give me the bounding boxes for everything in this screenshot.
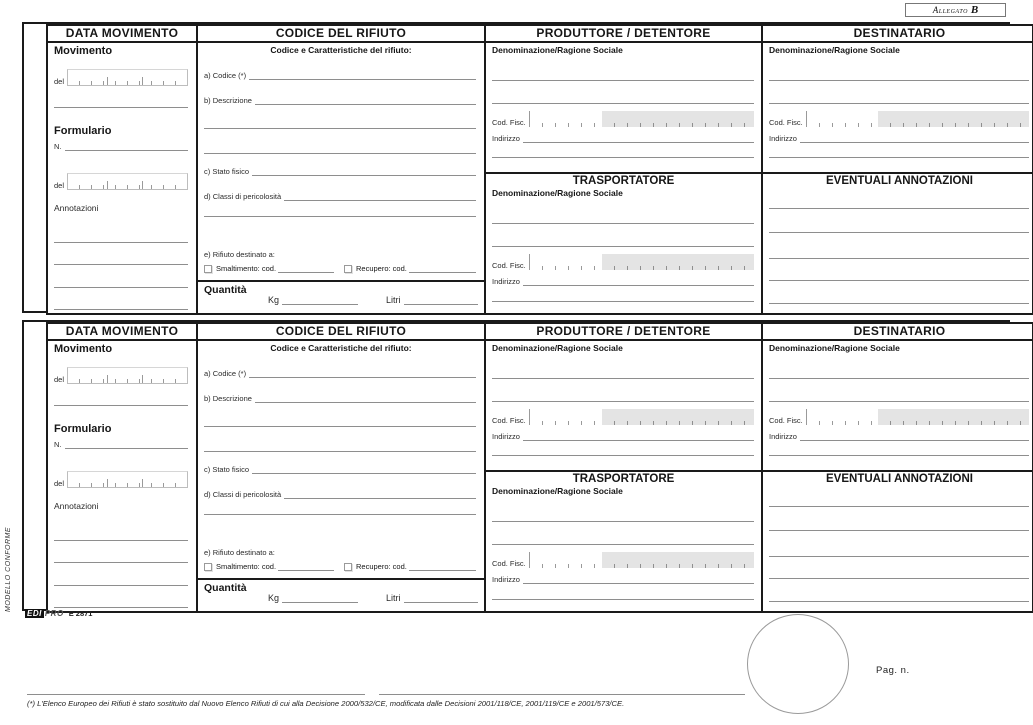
codice-c-input[interactable]: [252, 167, 476, 176]
quantita-label: Quantità: [204, 582, 247, 594]
destinatario-denominazione-line[interactable]: [769, 401, 1029, 402]
formulario-label: Formulario: [54, 423, 112, 435]
destinatario-indirizzo-input[interactable]: [800, 432, 1029, 441]
annotazioni-box: [763, 174, 1033, 311]
formulario-date-input[interactable]: [67, 173, 188, 190]
movimento-extra-line[interactable]: [54, 107, 188, 108]
column-header-data-movimento: DATA MOVIMENTO: [48, 26, 196, 43]
litri-label: Litri: [386, 593, 401, 603]
trasportatore-denominazione-line[interactable]: [492, 521, 754, 522]
destinatario-codfisc-row: [769, 409, 1029, 425]
annotazioni-line[interactable]: [54, 287, 188, 288]
column-data-movimento: [48, 26, 198, 313]
column-header-destinatario: DESTINATARIO: [763, 26, 1033, 43]
annotazioni-write-line[interactable]: [769, 506, 1029, 507]
produttore-denominazione-line[interactable]: [492, 378, 754, 379]
codice-subtitle: Codice e Caratteristiche del rifiuto:: [270, 45, 412, 55]
publisher-logo: [25, 609, 92, 618]
quantita-label: Quantità: [204, 284, 247, 296]
produttore-codfisc-input[interactable]: [529, 409, 754, 425]
produttore-indirizzo-label: Indirizzo: [492, 432, 520, 441]
trasportatore-title: TRASPORTATORE: [572, 175, 675, 187]
column-data-movimento: [48, 324, 198, 611]
litri-input[interactable]: [404, 296, 478, 305]
trasportatore-codfisc-label: Cod. Fisc.: [492, 261, 526, 270]
descrizione-extra-line[interactable]: [204, 426, 476, 427]
codice-a-input[interactable]: [249, 71, 476, 80]
litri-input[interactable]: [404, 594, 478, 603]
codice-b-label: b) Descrizione: [204, 394, 252, 403]
brand-model-code: E 2871: [68, 609, 93, 618]
produttore-denominazione-label: Denominazione/Ragione Sociale: [492, 343, 623, 353]
codice-a-label: a) Codice (*): [204, 71, 247, 80]
produttore-indirizzo-field: [492, 432, 754, 441]
codice-field-b: [204, 96, 476, 105]
produttore-indirizzo-input[interactable]: [523, 432, 754, 441]
codice-field-d: [204, 490, 476, 499]
column-codice-rifiuto: [198, 26, 486, 313]
pericolosita-extra-line[interactable]: [204, 514, 476, 515]
produttore-codfisc-row: [492, 111, 754, 127]
formulario-del-label: del: [54, 181, 65, 190]
column-codice-rifiuto: [198, 324, 486, 611]
column-header-destinatario: DESTINATARIO: [763, 324, 1033, 341]
trasportatore-codfisc-input[interactable]: [529, 552, 754, 568]
recupero-checkbox[interactable]: [344, 563, 352, 571]
destinatario-box: [763, 43, 1033, 174]
recupero-label: Recupero: cod.: [356, 264, 407, 273]
formulario-number-input[interactable]: [65, 440, 189, 449]
codice-b-input[interactable]: [255, 96, 476, 105]
annotazioni-write-line[interactable]: [769, 232, 1029, 233]
column-header-codice-rifiuto: CODICE DEL RIFIUTO: [198, 324, 484, 341]
codice-field-a: [204, 71, 476, 80]
annotazioni-line[interactable]: [54, 585, 188, 586]
recupero-label: Recupero: cod.: [356, 562, 407, 571]
trasportatore-denominazione-line[interactable]: [492, 223, 754, 224]
kg-label: Kg: [268, 295, 280, 305]
movimento-label: Movimento: [54, 45, 113, 57]
trasportatore-indirizzo-extra-line[interactable]: [492, 599, 754, 600]
destinatario-codfisc-input[interactable]: [806, 409, 1029, 425]
codice-a-label: a) Codice (*): [204, 369, 247, 378]
destinatario-codfisc-label: Cod. Fisc.: [769, 416, 803, 425]
column-header-data-movimento: DATA MOVIMENTO: [48, 324, 196, 341]
formulario-number-field: [54, 142, 188, 151]
annotazioni-write-line[interactable]: [769, 303, 1029, 304]
destinatario-denominazione-label: Denominazione/Ragione Sociale: [769, 45, 900, 55]
codice-subtitle: Codice e Caratteristiche del rifiuto:: [270, 343, 412, 353]
annotazioni-line[interactable]: [54, 540, 188, 541]
recupero-option: [344, 562, 476, 571]
formulario-number-field: [54, 440, 188, 449]
column-header-produttore: PRODUTTORE / DETENTORE: [486, 26, 761, 43]
destinatario-codfisc-input[interactable]: [806, 111, 1029, 127]
destinatario-codfisc-label: Cod. Fisc.: [769, 118, 803, 127]
movimento-date-input[interactable]: [67, 367, 188, 384]
movimento-date-row: [54, 367, 188, 384]
produttore-indirizzo-input[interactable]: [523, 134, 754, 143]
smaltimento-option: [204, 264, 334, 273]
quantita-kg-field: [268, 295, 358, 305]
destinatario-denominazione-line[interactable]: [769, 378, 1029, 379]
codice-c-input[interactable]: [252, 465, 476, 474]
eventuali-annotazioni-title: EVENTUALI ANNOTAZIONI: [826, 473, 973, 485]
column-produttore: [486, 26, 763, 313]
smaltimento-cod-input[interactable]: [278, 563, 334, 571]
produttore-codfisc-input[interactable]: [529, 111, 754, 127]
smaltimento-checkbox[interactable]: [204, 563, 212, 571]
codice-d-input[interactable]: [284, 192, 476, 201]
waste-register-form-section: [46, 322, 1033, 613]
annotazioni-label: Annotazioni: [54, 501, 99, 511]
recupero-cod-input[interactable]: [409, 563, 476, 571]
annotazioni-write-line[interactable]: [769, 280, 1029, 281]
formulario-date-input[interactable]: [67, 471, 188, 488]
destinatario-indirizzo-extra-line[interactable]: [769, 455, 1029, 456]
smaltimento-label: Smaltimento: cod.: [216, 264, 277, 273]
codice-field-d: [204, 192, 476, 201]
brand-edi: EDI: [27, 609, 42, 618]
smaltimento-option: [204, 562, 334, 571]
trasportatore-codfisc-row: [492, 552, 754, 568]
codice-field-c: [204, 465, 476, 474]
produttore-box: [486, 341, 761, 472]
annotazioni-line[interactable]: [54, 309, 188, 310]
annotazioni-write-line[interactable]: [769, 601, 1029, 602]
allegato-b-badge: [905, 3, 1006, 17]
destinatario-indirizzo-input[interactable]: [800, 134, 1029, 143]
trasportatore-indirizzo-field: [492, 277, 754, 286]
destinatario-indirizzo-extra-line[interactable]: [769, 157, 1029, 158]
footnote-text: (*) L'Elenco Europeo dei Rifiuti è stato sostituito dal Nuovo Elenco Rifiuti di cui alla Decisione 2000/532/CE, modificata dalle Decisioni 2001/118/CE, 2001/119/CE e 2001/573/CE.: [27, 699, 625, 708]
modello-conforme-note: MODELLO CONFORME: [5, 526, 12, 612]
trasportatore-denominazione-line[interactable]: [492, 246, 754, 247]
kg-label: Kg: [268, 593, 280, 603]
codice-e-label: e) Rifiuto destinato a:: [204, 250, 275, 259]
allegato-word: Allegato: [932, 5, 968, 15]
kg-input[interactable]: [282, 296, 358, 305]
codice-c-label: c) Stato fisico: [204, 465, 250, 474]
codice-field-b: [204, 394, 476, 403]
smaltimento-label: Smaltimento: cod.: [216, 562, 277, 571]
movimento-date-row: [54, 69, 188, 86]
recupero-checkbox[interactable]: [344, 265, 352, 273]
footer-rule-line: [27, 694, 365, 695]
produttore-indirizzo-label: Indirizzo: [492, 134, 520, 143]
trasportatore-denominazione-label: Denominazione/Ragione Sociale: [492, 486, 623, 496]
trasportatore-indirizzo-label: Indirizzo: [492, 277, 520, 286]
codice-c-label: c) Stato fisico: [204, 167, 250, 176]
quantita-kg-field: [268, 593, 358, 603]
annotazioni-write-line[interactable]: [769, 208, 1029, 209]
trasportatore-indirizzo-input[interactable]: [523, 277, 754, 286]
annotazioni-write-line[interactable]: [769, 530, 1029, 531]
produttore-denominazione-line[interactable]: [492, 103, 754, 104]
quantita-box: [198, 280, 484, 311]
column-header-produttore: PRODUTTORE / DETENTORE: [486, 324, 761, 341]
codice-field-a: [204, 369, 476, 378]
movimento-label: Movimento: [54, 343, 113, 355]
annotazioni-box: [763, 472, 1033, 609]
destinatario-indirizzo-label: Indirizzo: [769, 134, 797, 143]
formulario-del-label: del: [54, 479, 65, 488]
quantita-litri-field: [386, 295, 478, 305]
destinatario-indirizzo-field: [769, 432, 1029, 441]
allegato-letter: B: [970, 4, 979, 16]
column-destinatario: [763, 26, 1033, 313]
footer-rule-line: [379, 694, 745, 695]
recupero-option: [344, 264, 476, 273]
descrizione-extra-line[interactable]: [204, 451, 476, 452]
produttore-denominazione-line[interactable]: [492, 401, 754, 402]
annotazioni-write-line[interactable]: [769, 556, 1029, 557]
annotazioni-write-line[interactable]: [769, 578, 1029, 579]
trasportatore-denominazione-label: Denominazione/Ragione Sociale: [492, 188, 623, 198]
smaltimento-cod-input[interactable]: [278, 265, 334, 273]
stamp-circle: [747, 614, 849, 714]
trasportatore-codfisc-row: [492, 254, 754, 270]
movimento-del-label: del: [54, 375, 65, 384]
kg-input[interactable]: [282, 594, 358, 603]
destinatario-box: [763, 341, 1033, 472]
formulario-n-label: N.: [54, 142, 62, 151]
trasportatore-indirizzo-input[interactable]: [523, 575, 754, 584]
codice-d-label: d) Classi di pericolosità: [204, 490, 282, 499]
annotazioni-write-line[interactable]: [769, 258, 1029, 259]
destinatario-codfisc-row: [769, 111, 1029, 127]
codice-b-label: b) Descrizione: [204, 96, 252, 105]
destinatario-indirizzo-label: Indirizzo: [769, 432, 797, 441]
quantita-litri-field: [386, 593, 478, 603]
codice-b-input[interactable]: [255, 394, 476, 403]
codice-e-label: e) Rifiuto destinato a:: [204, 548, 275, 557]
codice-d-input[interactable]: [284, 490, 476, 499]
destinatario-denominazione-label: Denominazione/Ragione Sociale: [769, 343, 900, 353]
litri-label: Litri: [386, 295, 401, 305]
column-destinatario: [763, 324, 1033, 611]
formulario-date-row: [54, 471, 188, 488]
produttore-codfisc-row: [492, 409, 754, 425]
trasportatore-indirizzo-label: Indirizzo: [492, 575, 520, 584]
codice-field-c: [204, 167, 476, 176]
trasportatore-denominazione-line[interactable]: [492, 544, 754, 545]
produttore-codfisc-label: Cod. Fisc.: [492, 118, 526, 127]
codice-d-label: d) Classi di pericolosità: [204, 192, 282, 201]
annotazioni-line[interactable]: [54, 607, 188, 608]
destinatario-denominazione-line[interactable]: [769, 103, 1029, 104]
produttore-indirizzo-extra-line[interactable]: [492, 455, 754, 456]
recupero-cod-input[interactable]: [409, 265, 476, 273]
formulario-number-input[interactable]: [65, 142, 189, 151]
formulario-label: Formulario: [54, 125, 112, 137]
trasportatore-indirizzo-extra-line[interactable]: [492, 301, 754, 302]
formulario-n-label: N.: [54, 440, 62, 449]
pericolosita-extra-line[interactable]: [204, 216, 476, 217]
produttore-codfisc-label: Cod. Fisc.: [492, 416, 526, 425]
column-produttore: [486, 324, 763, 611]
brand-pro: PRO: [44, 609, 64, 618]
produttore-indirizzo-field: [492, 134, 754, 143]
page-number-label: Pag. n.: [876, 665, 910, 676]
descrizione-extra-line[interactable]: [204, 153, 476, 154]
annotazioni-line[interactable]: [54, 242, 188, 243]
destinatario-denominazione-line[interactable]: [769, 80, 1029, 81]
eventuali-annotazioni-title: EVENTUALI ANNOTAZIONI: [826, 175, 973, 187]
smaltimento-checkbox[interactable]: [204, 265, 212, 273]
movimento-date-input[interactable]: [67, 69, 188, 86]
trasportatore-box: [486, 472, 761, 609]
annotazioni-line[interactable]: [54, 264, 188, 265]
trasportatore-indirizzo-field: [492, 575, 754, 584]
waste-register-form-section: [46, 24, 1033, 315]
movimento-extra-line[interactable]: [54, 405, 188, 406]
produttore-denominazione-label: Denominazione/Ragione Sociale: [492, 45, 623, 55]
trasportatore-codfisc-input[interactable]: [529, 254, 754, 270]
quantita-box: [198, 578, 484, 609]
annotazioni-line[interactable]: [54, 562, 188, 563]
produttore-indirizzo-extra-line[interactable]: [492, 157, 754, 158]
trasportatore-codfisc-label: Cod. Fisc.: [492, 559, 526, 568]
trasportatore-title: TRASPORTATORE: [572, 473, 675, 485]
column-header-codice-rifiuto: CODICE DEL RIFIUTO: [198, 26, 484, 43]
movimento-del-label: del: [54, 77, 65, 86]
formulario-date-row: [54, 173, 188, 190]
produttore-denominazione-line[interactable]: [492, 80, 754, 81]
destinatario-indirizzo-field: [769, 134, 1029, 143]
codice-a-input[interactable]: [249, 369, 476, 378]
annotazioni-label: Annotazioni: [54, 203, 99, 213]
produttore-box: [486, 43, 761, 174]
descrizione-extra-line[interactable]: [204, 128, 476, 129]
trasportatore-box: [486, 174, 761, 311]
